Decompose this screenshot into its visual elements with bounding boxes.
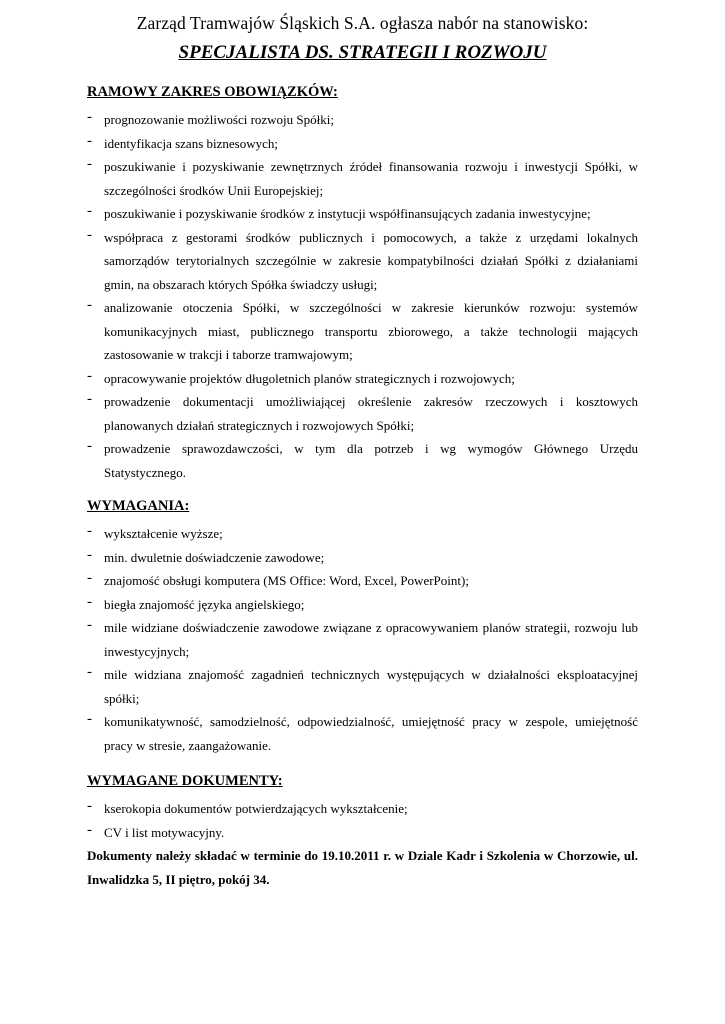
list-item-text: prowadzenie dokumentacji umożliwiającej określenie zakresów rzeczowych i kosztowych planowanych działań strategicznych i rozwojowych Spółki; [104,394,638,433]
submission-note: Dokumenty należy składać w terminie do 19.10.2011 r. w Dziale Kadr i Szkolenia w Chorzowie, ul. Inwalidzka 5, II piętro, pokój 34. [87,848,638,887]
list-item [87,821,638,845]
announcement-line: Zarząd Tramwajów Śląskich S.A. ogłasza nabór na stanowisko: [136,13,589,33]
bullet-dash: - [87,821,92,838]
bullet-dash: - [87,203,92,219]
bullet-dash: - [87,617,92,633]
list-item [87,437,638,484]
bullet-dash: - [87,367,92,384]
list-item [87,296,638,367]
list-item-text: znajomość obsługi komputera (MS Office: Word, Excel, PowerPoint); [104,573,469,588]
list-item [87,132,638,156]
list-item [87,569,638,593]
list-item [87,616,638,663]
list-item [87,155,638,202]
requirements-list [87,522,638,757]
list-item-text: biegła znajomość języka angielskiego; [104,596,305,612]
list-item-text: komunikatywność, samodzielność, odpowiedzialność, umiejętność pracy w zespole, umiejętność pracy w stresie, zaangażowanie. [104,714,638,753]
bullet-dash: - [87,711,92,727]
list-item-text: min. dwuletnie doświadczenie zawodowe; [104,549,325,565]
bullet-dash: - [87,570,92,586]
list-item [87,226,638,297]
list-item-text: prognozowanie możliwości rozwoju Spółki; [104,112,334,127]
list-item [87,522,638,546]
bullet-dash: - [87,132,92,149]
bullet-dash: - [87,593,92,610]
job-title: SPECJALISTA DS. STRATEGII I ROZWOJU [178,42,547,63]
duties-list [87,108,638,484]
bullet-dash: - [87,546,92,563]
list-item [87,593,638,617]
bullet-dash: - [87,391,92,407]
list-item [87,663,638,710]
bullet-dash: - [87,156,92,172]
bullet-dash: - [87,226,92,243]
documents-heading: WYMAGANE DOKUMENTY: [87,773,283,789]
list-item-text: CV i list motywacyjny. [104,824,225,840]
list-item-text: współpraca z gestorami środków publicznych i pomocowych, a także z urzędami lokalnych samorządów terytorialnych szczególnie w zakresie kompatybilności działań Spółki z działaniami gmin, na obszarach których Spółka świadczy usługi; [104,229,638,292]
bullet-dash: - [87,438,92,454]
list-item [87,367,638,391]
bullet-dash: - [87,798,92,814]
list-item [87,390,638,437]
bullet-dash: - [87,664,92,680]
bullet-dash: - [87,523,92,539]
list-item [87,108,638,132]
list-item-text: opracowywanie projektów długoletnich planów strategicznych i rozwojowych; [104,370,515,386]
list-item-text: mile widziana znajomość zagadnień technicznych występujących w działalności eksploatacyjnej spółki; [104,667,638,706]
list-item [87,546,638,570]
list-item-text: prowadzenie sprawozdawczości, w tym dla potrzeb i wg wymogów Głównego Urzędu Statystycznego. [104,441,638,480]
duties-heading: RAMOWY ZAKRES OBOWIĄZKÓW: [87,84,338,100]
list-item-text: poszukiwanie i pozyskiwanie środków z instytucji współfinansujących zadania inwestycyjne; [104,206,591,221]
requirements-heading: WYMAGANIA: [87,498,190,514]
list-item-text: identyfikacja szans biznesowych; [104,135,278,151]
bullet-dash: - [87,109,92,125]
list-item [87,797,638,821]
list-item-text: kserokopia dokumentów potwierdzających wykształcenie; [104,801,408,816]
list-item-text: mile widziane doświadczenie zawodowe związane z opracowywaniem planów strategii, rozwoju lub inwestycyjnych; [104,620,638,659]
list-item-text: analizowanie otoczenia Spółki, w szczególności w zakresie kierunków rozwoju: systemów komunikacyjnych miast, publicznego transportu zbiorowego, a także technologii mających zastosowanie w trakcji i taborze tramwajowym; [104,300,638,362]
list-item-text: wykształcenie wyższe; [104,526,223,541]
documents-list [87,797,638,844]
list-item [87,710,638,757]
bullet-dash: - [87,297,92,313]
list-item [87,202,638,226]
list-item-text: poszukiwanie i pozyskiwanie zewnętrznych źródeł finansowania rozwoju i inwestycji Spółki, w szczególności środków Unii Europejskiej; [104,159,638,198]
